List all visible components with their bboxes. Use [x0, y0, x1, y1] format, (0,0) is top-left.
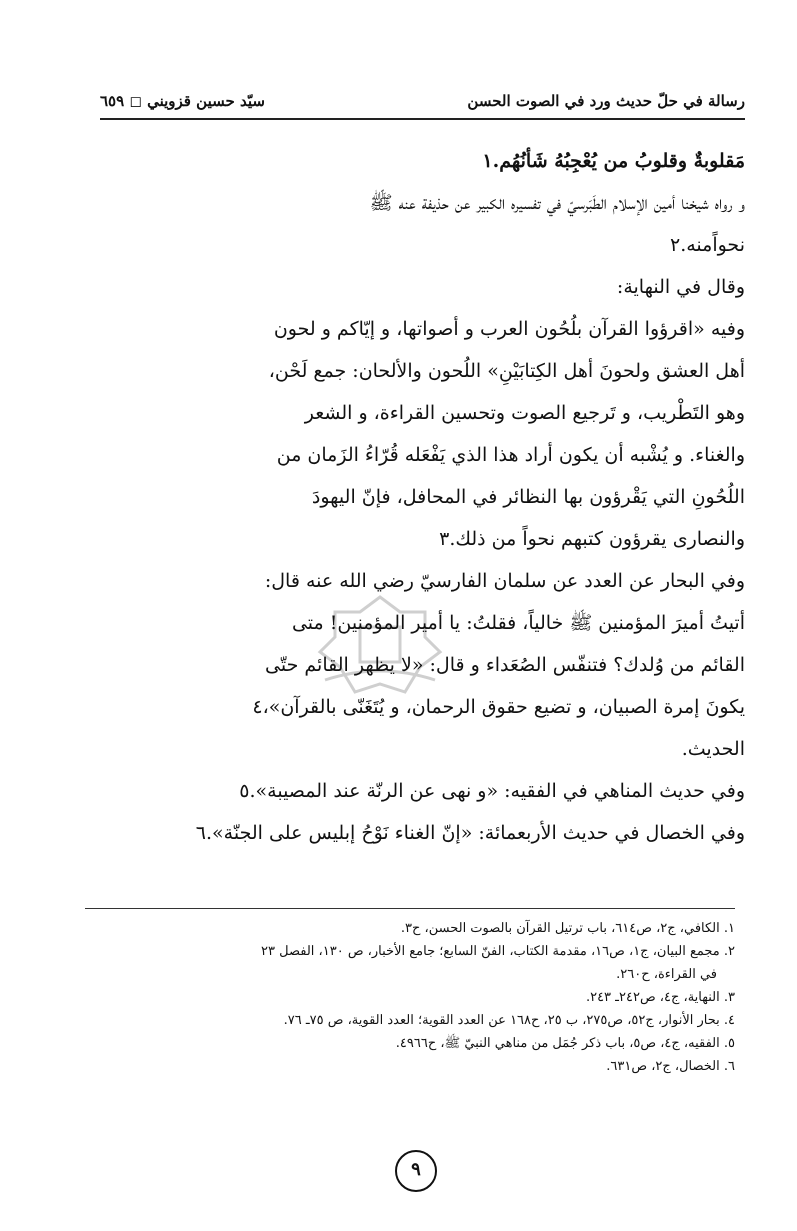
- main-text: [95, 140, 745, 854]
- footnote: ٣. النهاية، ج٤، ص٢٤٢ـ ٢٤٣.: [585, 990, 735, 1005]
- text-line: وفيه «اقرؤوا القرآن بلُحُون العرب و أصواتها، و إيّاكم و لحون: [273, 318, 745, 340]
- text-line: وفي حديث المناهي في الفقيه: «و نهى عن الرنّة عند المصيبة».٥: [239, 780, 745, 802]
- footnote-continuation: في القراءة، ح٢٦٠.: [616, 967, 717, 982]
- footnote: ٤. بحار الأنوار، ج٥٢، ص٢٧٥، ب ٢٥، ح١٦٨ عن العدد القوية؛ العدد القوية، ص ٧٥ـ ٧٦.: [283, 1013, 735, 1028]
- text-line: والغناء. و يُشْبه أن يكون أراد هذا الذي يَفْعَله قُرّاءُ الزَمان من: [276, 444, 745, 466]
- text-line: يكونَ إمرة الصبيان، و تضيع حقوق الرحمان، و يُتَغَنّى بالقرآن»،٤: [252, 696, 745, 718]
- header-title: رسالة في حلّ حديث ورد في الصوت الحسن: [467, 92, 745, 110]
- text-line: القائم من وُلدك؟ فتنفّس الصُعَداء و قال: «لا يظهر القائم حتّى: [265, 654, 745, 676]
- running-header: [100, 88, 745, 118]
- footnote: ٦. الخصال، ج٢، ص٦٣١.: [606, 1059, 735, 1074]
- footnote: ١. الكافي، ج٢، ص٦١٤، باب ترتيل القرآن بالصوت الحسن، ح٣.: [400, 921, 735, 936]
- text-line: الحديث.: [681, 738, 745, 760]
- header-rule: [100, 118, 745, 120]
- text-line: أتيتُ أميرَ المؤمنين ﷺ خالياً، فقلتُ: يا أمير المؤمنين! متى: [291, 612, 745, 634]
- text-line: والنصارى يقرؤون كتبهم نحواً من ذلك.٣: [439, 528, 745, 550]
- text-line: وفي البحار عن العدد عن سلمان الفارسيّ رضي الله عنه قال:: [264, 570, 745, 592]
- text-line: وقال في النهاية:: [616, 276, 745, 298]
- text-line: اللُحُونِ التي يَقْرؤون بها النظائر في المحافل، فإنّ اليهودَ: [311, 486, 745, 508]
- text-line: وهو التَطْريب، و تَرجيع الصوت وتحسين القراءة، و الشعر: [304, 402, 745, 424]
- footnotes: [85, 908, 735, 1078]
- header-author-page: سيّد حسين قزويني ◻ ٦٥٩: [100, 92, 265, 110]
- text-line: مَقلوبةٌ وقلوبُ من يُعْجِبُهُ شَأنُهُم.١: [482, 150, 745, 172]
- footnote: ٢. مجمع البيان، ج١، ص١٦، مقدمة الكتاب، الفنّ السابع؛ جامع الأخبار، ص ١٣٠، الفصل ٢٣: [261, 944, 735, 959]
- text-line: و رواه شيخنا أمين الإسلام الطَبَرسيّ في تفسيره الكبير عن حذيفة عنه ﷺ: [369, 192, 745, 214]
- text-line: أهل العشق ولحونَ أهل الكِتابَيْنِ» اللُحون والألحان: جمع لَحْن،: [268, 360, 745, 382]
- text-line: نحواًمنه.٢: [669, 234, 745, 256]
- footnote-rule: [85, 908, 735, 909]
- footnote: ٥. الفقيه، ج٤، ص٥، باب ذكر جُمَل من مناهي النبيّ ﷺ، ح٤٩٦٦.: [395, 1036, 735, 1051]
- text-line: وفي الخصال في حديث الأربعمائة: «إنّ الغناء نَوْحُ إبليس على الجنّة».٦: [195, 822, 745, 844]
- page-number: ٩: [395, 1150, 437, 1192]
